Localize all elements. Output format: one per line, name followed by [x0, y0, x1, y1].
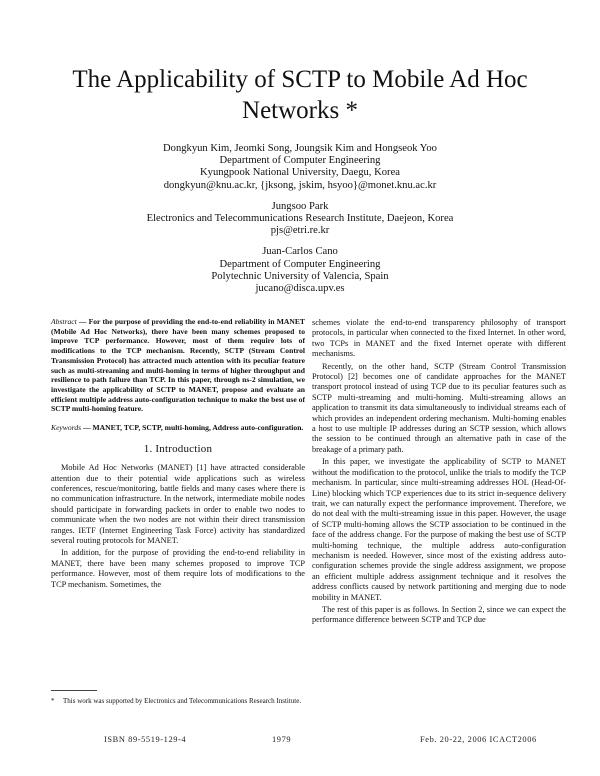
- footnote-text: This work was supported by Electronics and Telecommunications Research Institute.: [63, 697, 302, 705]
- author-department: Department of Computer Engineering: [219, 155, 381, 167]
- footnote: [51, 697, 305, 705]
- footnote-mark: *: [51, 697, 55, 705]
- keywords-text: — MANET, TCP, SCTP, multi-homing, Address auto-configuration.: [81, 423, 304, 433]
- body-paragraph: The rest of this paper is as follows. In Section 2, since we can expect the performance difference between SCTP and TCP due: [312, 604, 566, 625]
- left-column: [51, 317, 305, 592]
- footer-conference: Feb. 20-22, 2006 ICACT2006: [420, 735, 537, 744]
- author-section: [40, 143, 560, 295]
- author-institution: Polytechnic University of Valencia, Spain: [211, 270, 389, 282]
- body-paragraph: Recently, on the other hand, SCTP (Stream Control Transmission Protocol) [2] becomes one of candidate approaches for the MANET transport protocol instead of using TCP due to its peculiar features such as SCTP multi-streaming and multi-homing. Multi-streaming allows an application to transmit its data simultaneously to individual streams each of which provides an independent ordering mechanism. Multi-homing enables a host to use multiple IP addresses during an SCTP session, which allows the session to be continued through an alternative path in case of the breakage of a primary path.: [312, 361, 566, 454]
- author-emails: jucano@disca.upv.es: [255, 283, 345, 295]
- author-department: Department of Computer Engineering: [219, 258, 381, 270]
- abstract-label: Abstract: [51, 317, 77, 326]
- body-paragraph: In this paper, we investigate the applicability of SCTP to MANET without the modification to the protocol, unlike the trials to modify the TCP mechanism. In particular, since multi-streaming addresses HOL (Head-Of-Line) blocking which TCP experiences due to its strict in-sequence delivery trait, we can naturally expect the performance improvement. Therefore, we do not deal with the multi-streaming issue in this paper. However, the usage of SCTP multi-homing allows the SCTP association to be continued in the face of the address change. For the purpose of making the best use of SCTP multi-homing technique, the multiple address auto-configuration mechanism is needed. However, since most of the existing address auto-configuration schemes provide the single address assignment, we propose an efficient multiple address assignment technique and it resolves the address conflicts caused by network partitioning and merging due to node mobility in MANET.: [312, 457, 566, 602]
- body-paragraph: schemes violate the end-to-end transparency philosophy of transport protocols, in particular when connected to the fixed Internet. In other word, two TCPs in MANET and the fixed Internet operate with different mechanisms.: [312, 318, 566, 359]
- author-names: Dongkyun Kim, Jeomki Song, Joungsik Kim and Hongseok Yoo: [163, 143, 437, 154]
- footer-isbn: ISBN 89-5519-129-4: [104, 735, 187, 744]
- section-heading-introduction: 1. Introduction: [143, 442, 213, 455]
- keywords: [51, 423, 305, 433]
- author-names: Juan-Carlos Cano: [262, 246, 338, 258]
- abstract: [51, 317, 305, 414]
- author-emails: dongkyun@knu.ac.kr, {jksong, jskim, hsyoo}@monet.knu.ac.kr: [163, 179, 437, 191]
- keywords-label: Keywords: [51, 423, 82, 433]
- footnote-divider: [51, 690, 97, 691]
- intro-paragraph: Mobile Ad Hoc Networks (MANET) [1] have attracted considerable attention due to their potential wide applications such as wireless conferences, rescue/monitoring, battle fields and many cases where there is no communication infrastructure. In the network, intermediate mobile nodes should participate in forwarding packets in order to enable two nodes to communicate when the two nodes are not within their direct transmission ranges. IETF (Internet Engineering Task Force) activity has standardized several routing protocols for MANET.: [51, 463, 305, 545]
- intro-paragraph: In addition, for the purpose of providing the end-to-end reliability in MANET, there have been many schemes proposed to improve TCP performance. However, most of them require lots of modifications to the TCP mechanism. Sometimes, the: [51, 548, 305, 589]
- author-institution: Electronics and Telecommunications Research Institute, Daejeon, Korea: [146, 213, 454, 225]
- footer-page-number: 1979: [272, 735, 292, 744]
- abstract-text: — For the purpose of providing the end-to-end reliability in MANET (Mobile Ad Hoc Networks), there have been many schemes proposed to improve TCP performance. However, most of them require lots of modifications to the TCP mechanism. Recently, SCTP (Stream Control Transmission Protocol) has attracted much attention with its peculiar feature such as multi-streaming and multi-homing in terms of higher throughput and resilience to path failure than TCP. In this paper, through ns-2 simulation, we investigate the applicability of SCTP to MANET, propose and evaluate an efficient multiple address auto-configuration technique to make the best use of SCTP multi-homing feature.: [51, 317, 305, 414]
- right-column: [312, 318, 566, 628]
- author-emails: pjs@etri.re.kr: [270, 225, 330, 237]
- author-names: Jungsoo Park: [271, 200, 329, 212]
- author-institution: Kyungpook National University, Daegu, Korea: [200, 167, 400, 179]
- paper-title: The Applicability of SCTP to Mobile Ad Hoc Networks *: [72, 66, 528, 124]
